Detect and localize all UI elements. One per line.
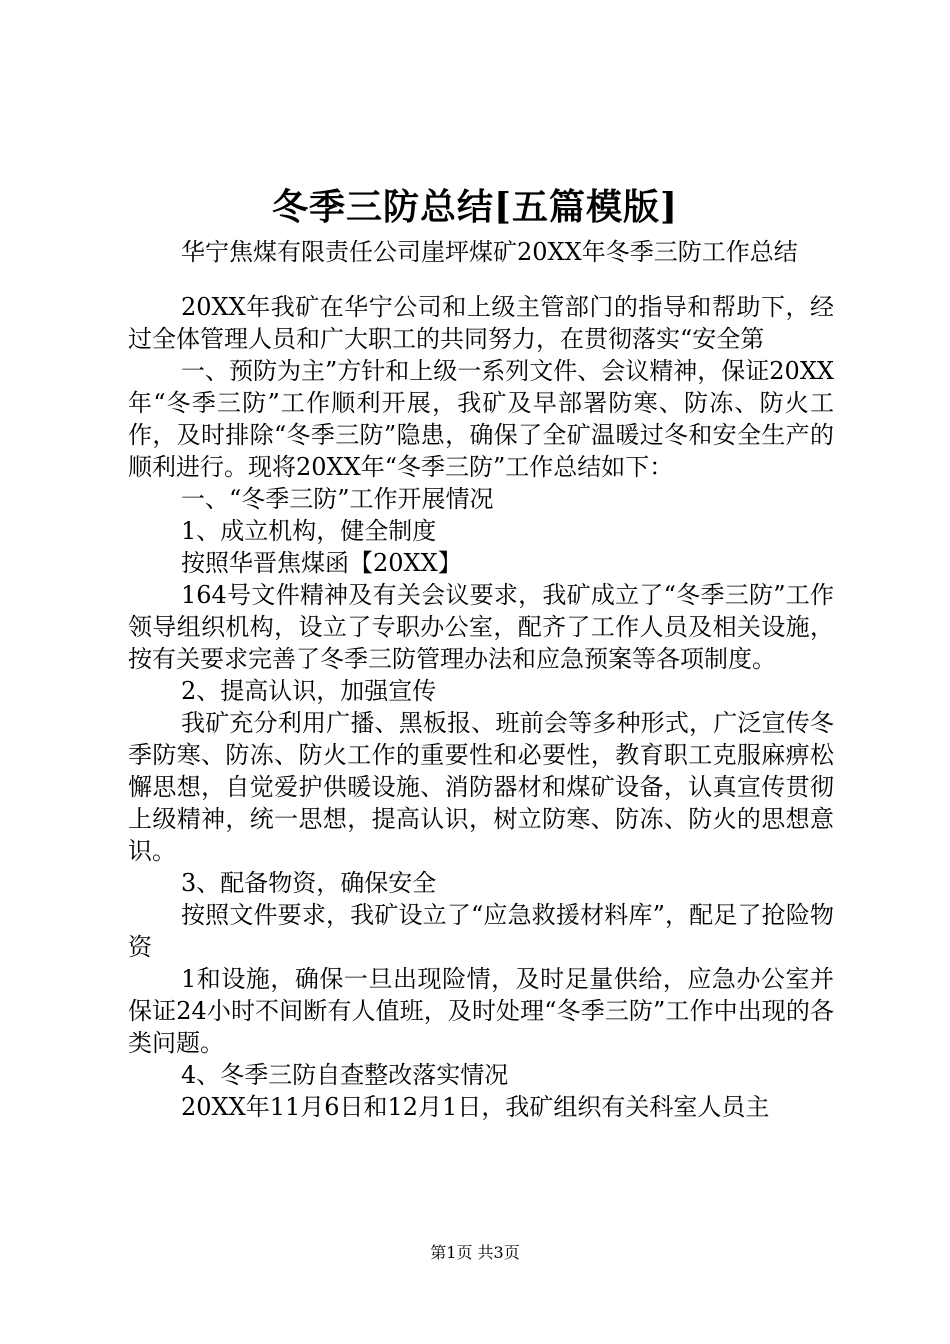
section-heading: 一、“冬季三防”工作开展情况 bbox=[181, 485, 494, 513]
subsection-heading: 4、冬季三防自查整改落实情况 bbox=[181, 1061, 509, 1089]
document-title: 冬季三防总结[五篇模版] bbox=[271, 186, 679, 228]
paragraph: 按照华晋焦煤函【20XX】 bbox=[181, 549, 462, 577]
page-footer: 第1页 共3页 bbox=[430, 1243, 520, 1262]
subsection-heading: 2、提高认识，加强宣传 bbox=[181, 677, 437, 705]
document-body bbox=[128, 291, 834, 1123]
subsection-heading: 1、成立机构，健全制度 bbox=[181, 517, 437, 545]
subsection-heading: 3、配备物资，确保安全 bbox=[181, 869, 437, 897]
paragraph: 164号文件精神及有关会议要求，我矿成立了“冬季三防”工作领导组织机构，设立了专职办公室，配齐了工作人员及相关设施，按有关要求完善了冬季三防管理办法和应急预案等各项制度。 bbox=[128, 581, 834, 673]
document-subtitle: 华宁焦煤有限责任公司崖坪煤矿20XX年冬季三防工作总结 bbox=[181, 238, 798, 266]
paragraph: 我矿充分利用广播、黑板报、班前会等多种形式，广泛宣传冬季防寒、防冻、防火工作的重要性和必要性，教育职工克服麻痹松懈思想，自觉爱护供暖设施、消防器材和煤矿设备，认真宣传贯彻上级精神，统一思想，提高认识，树立防寒、防冻、防火的思想意识。 bbox=[128, 709, 834, 865]
paragraph: 20XX年11月6日和12月1日，我矿组织有关科室人员主 bbox=[181, 1093, 770, 1121]
paragraph: 20XX年我矿在华宁公司和上级主管部门的指导和帮助下，经过全体管理人员和广大职工的共同努力，在贯彻落实“安全第 bbox=[128, 293, 834, 353]
paragraph: 按照文件要求，我矿设立了“应急救援材料库”，配足了抢险物资 bbox=[128, 901, 834, 961]
paragraph: 一、预防为主”方针和上级一系列文件、会议精神，保证20XX年“冬季三防”工作顺利开展，我矿及早部署防寒、防冻、防火工作，及时排除“冬季三防”隐患，确保了全矿温暖过冬和安全生产的顺利进行。现将20XX年“冬季三防”工作总结如下： bbox=[128, 357, 834, 481]
paragraph: 1和设施，确保一旦出现险情，及时足量供给，应急办公室并保证24小时不间断有人值班，及时处理“冬季三防”工作中出现的各类问题。 bbox=[128, 965, 834, 1057]
